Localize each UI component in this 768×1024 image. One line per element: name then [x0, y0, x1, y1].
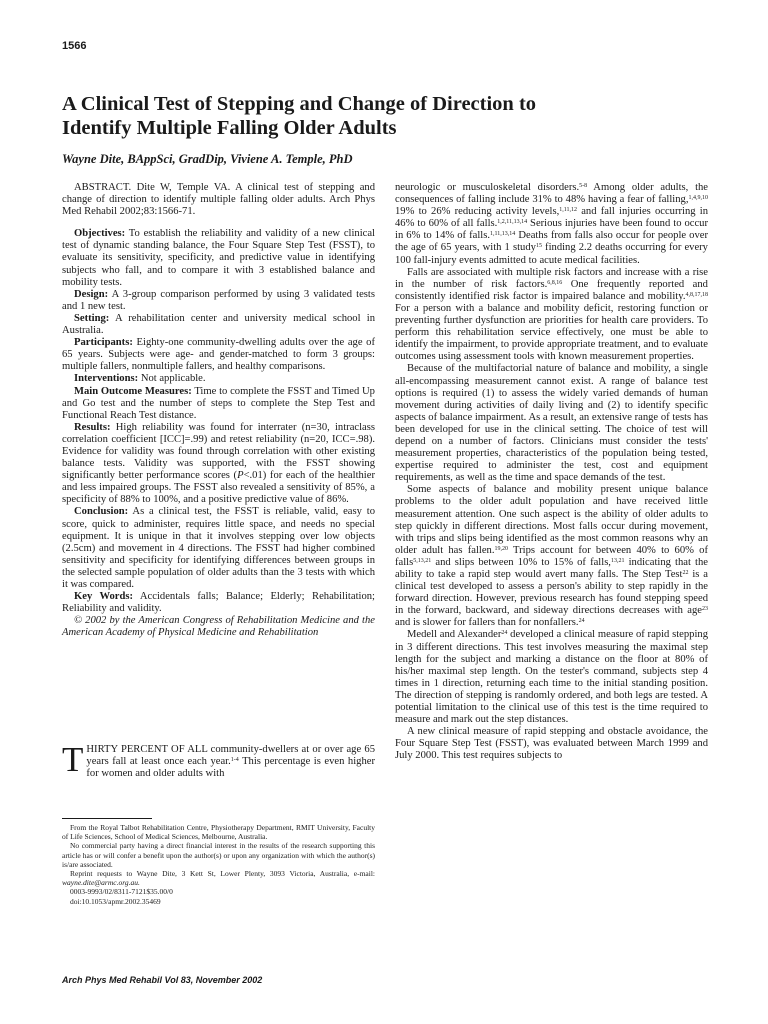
abstract-setting: Setting: A rehabilitation center and university medical school in Australia.: [62, 312, 375, 337]
abstract-lead: ABSTRACT. Dite W, Temple VA. A clinical test of stepping and change of direction to identify multiple falling older adults. Arch Phys Med Rehabil 2002;83:1566-71.: [62, 182, 375, 218]
reference-superscript: 1-4: [230, 757, 239, 764]
article-title: [62, 92, 682, 140]
abstract-keywords: Key Words: Accidentals falls; Balance; Elderly; Rehabilitation; Reliability and validity.: [62, 591, 375, 615]
abstract-column: [62, 182, 375, 639]
abstract-outcome-measures: Main Outcome Measures: Time to complete the FSST and Timed Up and Go test and the number of steps to complete the Step Test and Functional Reach Test distance.: [62, 385, 375, 421]
page-number: 1566: [62, 40, 87, 52]
body-column-right: [395, 182, 708, 763]
body-paragraph: Because of the multifactorial nature of balance and mobility, a single all-encompassing measurement cannot exist. A range of balance test options is required (1) to assess the widely varied demands of human movement during activities of daily living and (2) to identify specific aspects of balance impairment. As a result, an extensive range of tests has been developed for use in the clinical setting. The choice of test will depend on a number of factors. Clinicians must consider the tests' measurement properties, characteristics of the population being tested, expertise required to administer the test, cost and equipment requirements, as well as the time and space demands of the test.: [395, 363, 708, 484]
body-paragraph: A new clinical measure of rapid stepping and obstacle avoidance, the Four Square Step Test (FSST), was evaluated between March 1999 and July 2000. This test requires subjects to: [395, 726, 708, 762]
author-email[interactable]: wayne.dite@armc.org.au.: [62, 878, 140, 888]
abstract-conclusion: Conclusion: As a clinical test, the FSST is reliable, valid, easy to score, quick to administer, requires little space, and needs no special equipment. It is unique in that it involves stepping over low objects (2.5cm) and movement in 4 directions. The FSST had higher combined sensitivity and specificity for identifying differences between groups in the selected sample population of older adults than the 3 tests with which it was compared.: [62, 506, 375, 590]
footnote-reprint: Reprint requests to Wayne Dite, 3 Kett St, Lower Plenty, 3093 Victoria, Australia, e-mail: wayne.dite@armc.org.au.: [62, 869, 375, 888]
body-paragraph: Some aspects of balance and mobility present unique balance problems to the older adult population and have received little measurement attention. One such aspect is the ability of older adults to step quickly in different directions. Most falls occur during movement, with trips and slips being identified as the most common reasons why an older adult has fallen.$^{19,20}$ Trips account for between 40% to 60% of falls$^{5,13,21}$ and slips between 10% to 15% of falls,$^{13,21}$ indicating that the ability to take a rapid step would avert many falls. The Step Test$^{22}$ is a clinical test developed to assess a person's ability to step rapidly in the forward direction. However, previous research has found stepping speed in the forward, backward, and sideway directions decreases with age$^{23}$ and is slower for fallers than for nonfallers.$^{24}$: [395, 484, 708, 629]
footnote-code: 0003-9993/02/8311-7121$35.00/0: [70, 887, 173, 897]
abstract-objectives: Objectives: To establish the reliability and validity of a new clinical test of dynamic standing balance, the Four Square Step Test (FSST), to evaluate its sensitivity, specificity, and predictive value in identifying subjects who fall, and to compare it with 3 established balance and mobility tests.: [62, 228, 375, 288]
footnote-conflict: No commercial party having a direct financial interest in the results of the research supporting this article has or will confer a benefit upon the author(s) or upon any organization with which the author(s) is/are associated.: [62, 841, 375, 869]
body-paragraph: Medell and Alexander$^{24}$ developed a clinical measure of rapid stepping in 3 different directions. This test involves measuring the maximal step length for the subject and marking a distance on the floor at 80% of his/her maximal step length. On the tester's command, subjects step 4 times in 1 direction, returning each time to the initial standing position. The direction of stepping is randomly ordered, and both legs are tested. A potential limitation to the clinical use of this test is the time required to measure and mark out the step distances.: [395, 629, 708, 726]
abstract-interventions: Interventions: Not applicable.: [74, 373, 206, 385]
title-line-1: A Clinical Test of Stepping and Change of Direction to: [62, 93, 537, 115]
footnote-affiliation: From the Royal Talbot Rehabilitation Centre, Physiotherapy Department, RMIT University, Faculty of Life Sciences, School of Medical Sciences, Melbourne, Australia.: [62, 823, 375, 842]
drop-cap: T: [62, 740, 84, 779]
abstract-results: Results: High reliability was found for interrater (n=30, intraclass correlation coefficient [ICC]=.99) and retest reliability (n=20, ICC=.98). Evidence for validity was found through correlation with other existing balance tests. Validity was supported, with the FSST showing significantly better performance scores (P<.01) for each of the healthier and less impaired groups. The FSST also revealed a sensitivity of 85%, a specificity of 88% to 100%, and a positive predictive value of 86%.: [62, 421, 375, 506]
footnote-divider: [62, 818, 152, 819]
abstract-participants: Participants: Eighty-one community-dwelling adults over the age of 65 years. Subjects were age- and gender-matched to form 3 groups: multiple fallers, nonmultiple fallers, and healthy comparisons.: [62, 337, 376, 373]
footnote-doi: doi:10.1053/apmr.2002.35469: [70, 896, 161, 906]
body-paragraph: Falls are associated with multiple risk factors and increase with a rise in the number of risk factors.$^{6,8,16}$ One frequently reported and consistently identified risk factor is impaired balance and mobility.$^{4,8,17,18}$ For a person with a balance and mobility deficit, restoring function or preventing further dysfunction are priorities for health care providers. To perform this rehabilitation service effectively, one must be able to identify the impairment, to provide appropriate treatment, and to evaluate outcomes using assessment tools with known measurement properties.: [395, 266, 708, 363]
intro-paragraph: THIRTY PERCENT OF ALL community-dwellers at or over age 65 years fall at least once each year.$^{1-4}$ This percentage is even higher for women and older adults with: [62, 740, 375, 780]
abstract-copyright: © 2002 by the American Congress of Rehabilitation Medicine and the American Academy of Physical Medicine and Rehabilitation: [62, 615, 375, 639]
footnotes: [62, 823, 375, 906]
abstract-design: Design: A 3-group comparison performed by using 3 validated tests and 1 new test.: [62, 288, 375, 312]
body-paragraph: neurologic or musculoskeletal disorders.$^{5-8}$ Among older adults, the consequences of falling include 31% to 48% having a fear of falling,$^{1,4,9,10}$ 19% to 26% reducing activity levels,$^{1,11,12}$ and fall injuries occurring in 46% to 60% of all falls.$^{1,2,11,13,14}$ Serious injuries have been found to occur in 6% to 14% of falls.$^{1,11,13,14}$ Deaths from falls also occur for people over the age of 65 years, with 1 study$^{15}$ finding 2.2 deaths occurring for every 100 fall-injury events admitted to acute medical facilities.: [395, 182, 709, 266]
title-line-2: Identify Multiple Falling Older Adults: [62, 117, 397, 139]
author-line: Wayne Dite, BAppSci, GradDip, Viviene A. Temple, PhD: [62, 152, 353, 166]
journal-footer: Arch Phys Med Rehabil Vol 83, November 2002: [62, 975, 263, 985]
